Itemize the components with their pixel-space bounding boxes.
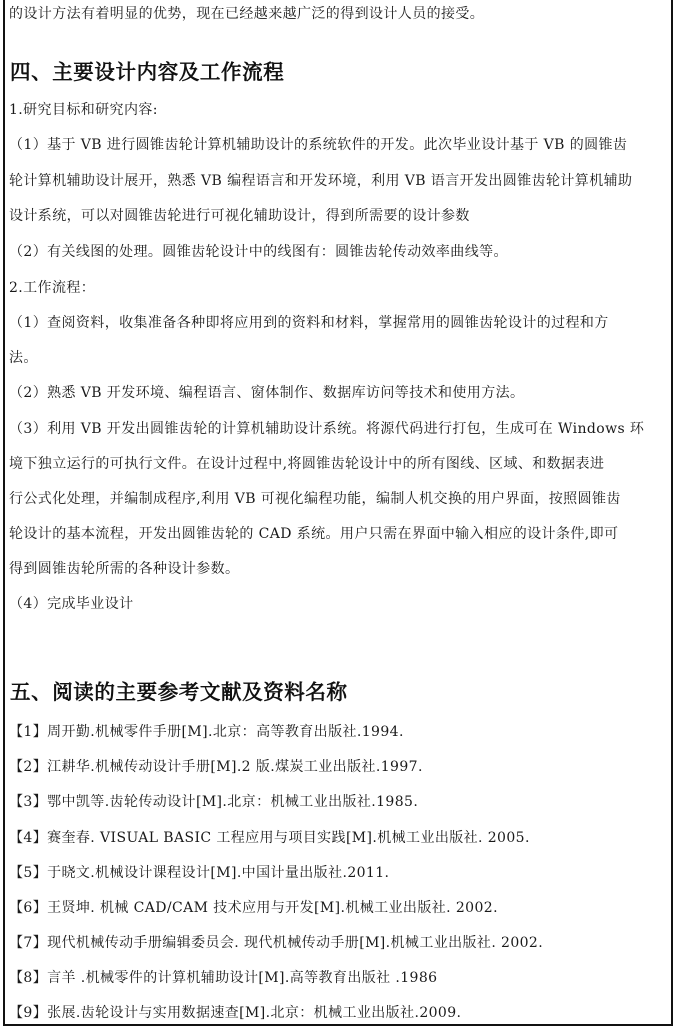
reference-item: 【5】于晓文.机械设计课程设计[M].中国计量出版社.2011. xyxy=(9,865,390,881)
item2-text: （2）有关线图的处理。圆锥齿轮设计中的线图有：圆锥齿轮传动效率曲线等。 xyxy=(9,244,508,260)
flow3-line5: 得到圆锥齿轮所需的各种设计参数。 xyxy=(9,561,240,577)
flow3-line2: 境下独立运行的可执行文件。在设计过程中,将圆锥齿轮设计中的所有图线、区域、和数据表进 xyxy=(9,456,605,472)
intro-tail-text: 的设计方法有着明显的优势，现在已经越来越广泛的得到设计人员的接受。 xyxy=(9,6,485,22)
reference-item: 【3】鄂中凯等.齿轮传动设计[M].北京：机械工业出版社.1985. xyxy=(9,794,419,810)
flow3-line1: （3）利用 VB 开发出圆锥齿轮的计算机辅助设计系统。将源代码进行打包，生成可在 Windows 环 xyxy=(9,421,645,437)
reference-item: 【1】周开勤.机械零件手册[M].北京：高等教育出版社.1994. xyxy=(9,724,404,740)
reference-item: 【8】言羊 .机械零件的计算机辅助设计[M].高等教育出版社 .1986 xyxy=(9,970,438,986)
flow4-text: （4）完成毕业设计 xyxy=(9,596,134,612)
sub2-title: 2.工作流程： xyxy=(9,280,96,296)
sub1-title: 1.研究目标和研究内容: xyxy=(9,102,158,118)
flow3-line3: 行公式化处理，并编制成程序,利用 VB 可视化编程功能，编制人机交换的用户界面，按照圆锥齿 xyxy=(9,491,621,507)
reference-item: 【4】赛奎春. VISUAL BASIC 工程应用与项目实践[M].机械工业出版社. 2005. xyxy=(9,830,530,846)
reference-item: 【2】江耕华.机械传动设计手册[M].2 版.煤炭工业出版社.1997. xyxy=(9,759,423,775)
flow1-line1: （1）查阅资料，收集准备各种即将应用到的资料和材料，掌握常用的圆锥齿轮设计的过程和方 xyxy=(9,315,609,331)
item1-line2: 轮计算机辅助设计展开，熟悉 VB 编程语言和开发环境，利用 VB 语言开发出圆锥齿轮计算机辅助 xyxy=(9,173,633,189)
section4-heading: 四、主要设计内容及工作流程 xyxy=(10,60,285,84)
reference-item: 【6】王贤坤. 机械 CAD/CAM 技术应用与开发[M].机械工业出版社. 2002. xyxy=(9,900,498,916)
item1-line3: 设计系统，可以对圆锥齿轮进行可视化辅助设计，得到所需要的设计参数 xyxy=(9,208,470,224)
flow1-line2: 法。 xyxy=(9,350,38,366)
reference-item: 【9】张展.齿轮设计与实用数据速查[M].北京：机械工业出版社.2009. xyxy=(9,1005,462,1021)
flow3-line4: 轮设计的基本流程，开发出圆锥齿轮的 CAD 系统。用户只需在界面中输入相应的设计条件,即可 xyxy=(9,526,619,542)
reference-item: 【7】现代机械传动手册编辑委员会. 现代机械传动手册[M].机械工业出版社. 2002. xyxy=(9,935,544,951)
flow2-text: （2）熟悉 VB 开发环境、编程语言、窗体制作、数据库访问等技术和使用方法。 xyxy=(9,385,525,401)
item1-line1: （1）基于 VB 进行圆锥齿轮计算机辅助设计的系统软件的开发。此次毕业设计基于 VB 的圆锥齿 xyxy=(9,137,628,153)
section5-heading: 五、阅读的主要参考文献及资料名称 xyxy=(10,680,348,704)
